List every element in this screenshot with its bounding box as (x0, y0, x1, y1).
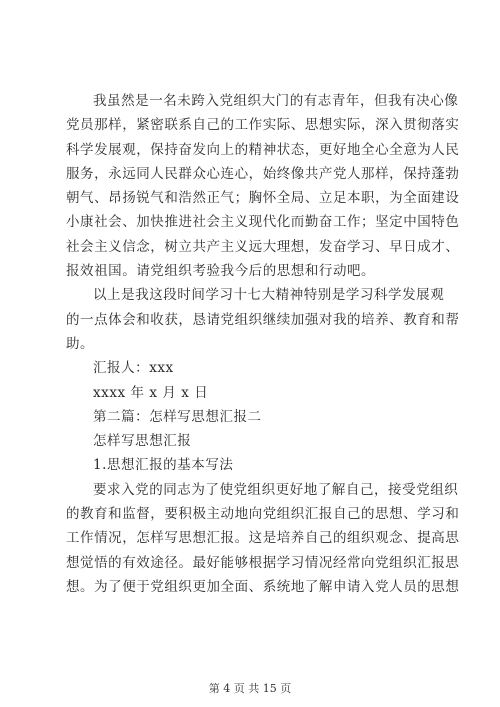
text-line: 要求入党的同志为了使党组织更好地了解自己，接受党组织 (93, 481, 459, 498)
text-line: 服务，永远同人民群众心连心，始终像共产党人那样，保持蓬勃 (66, 165, 460, 182)
document-body (66, 89, 460, 599)
text-line: 的教育和监督，要积极主动地向党组织汇报自己的思想、学习和 (66, 506, 460, 523)
text-line: 想。为了便于党组织更加全面、系统地了解申请入党人员的思想 (66, 578, 460, 595)
article-title: 怎样写思想汇报 (93, 433, 192, 450)
text-line: 党员那样，紧密联系自己的工作实际、思想实际，深入贯彻落实 (66, 117, 460, 134)
section-heading: 第二篇：怎样写思想汇报二 (93, 408, 262, 425)
text-line: 我虽然是一名未跨入党组织大门的有志青年，但我有决心像 (93, 93, 459, 109)
text-line: 科学发展观，保持奋发向上的精神状态，更好地全心全意为人民 (66, 141, 460, 158)
text-line: 以上是我这段时间学习十七大精神特别是学习科学发展观 (93, 287, 445, 304)
text-line: 工作情况，怎样写思想汇报。这是培养自己的组织观念、提高思 (66, 530, 460, 547)
text-line: 小康社会、加快推进社会主义现代化而勤奋工作；坚定中国特色 (66, 214, 460, 231)
page-number-footer: 第 4 页 共 15 页 (208, 682, 292, 695)
text-line: 想觉悟的有效途径。最好能够根据学习情况经常向党组织汇报思 (66, 554, 460, 571)
text-line: 报效祖国。请党组织考验我今后的思想和行动吧。 (66, 263, 376, 280)
text-line: 的一点体会和收获，恳请党组织继续加强对我的培养、教育和帮 (66, 311, 460, 328)
text-line: 朝气、昂扬锐气和浩然正气；胸怀全局、立足本职，为全面建设 (66, 190, 460, 207)
reporter-line: 汇报人：xxx (93, 360, 174, 377)
date-line: xxxx 年 x 月 x 日 (93, 384, 209, 401)
text-line: 助。 (66, 335, 95, 352)
subsection-heading: 1.思想汇报的基本写法 (93, 457, 234, 474)
text-line: 社会主义信念，树立共产主义远大理想，发奋学习、早日成才、 (66, 238, 460, 255)
